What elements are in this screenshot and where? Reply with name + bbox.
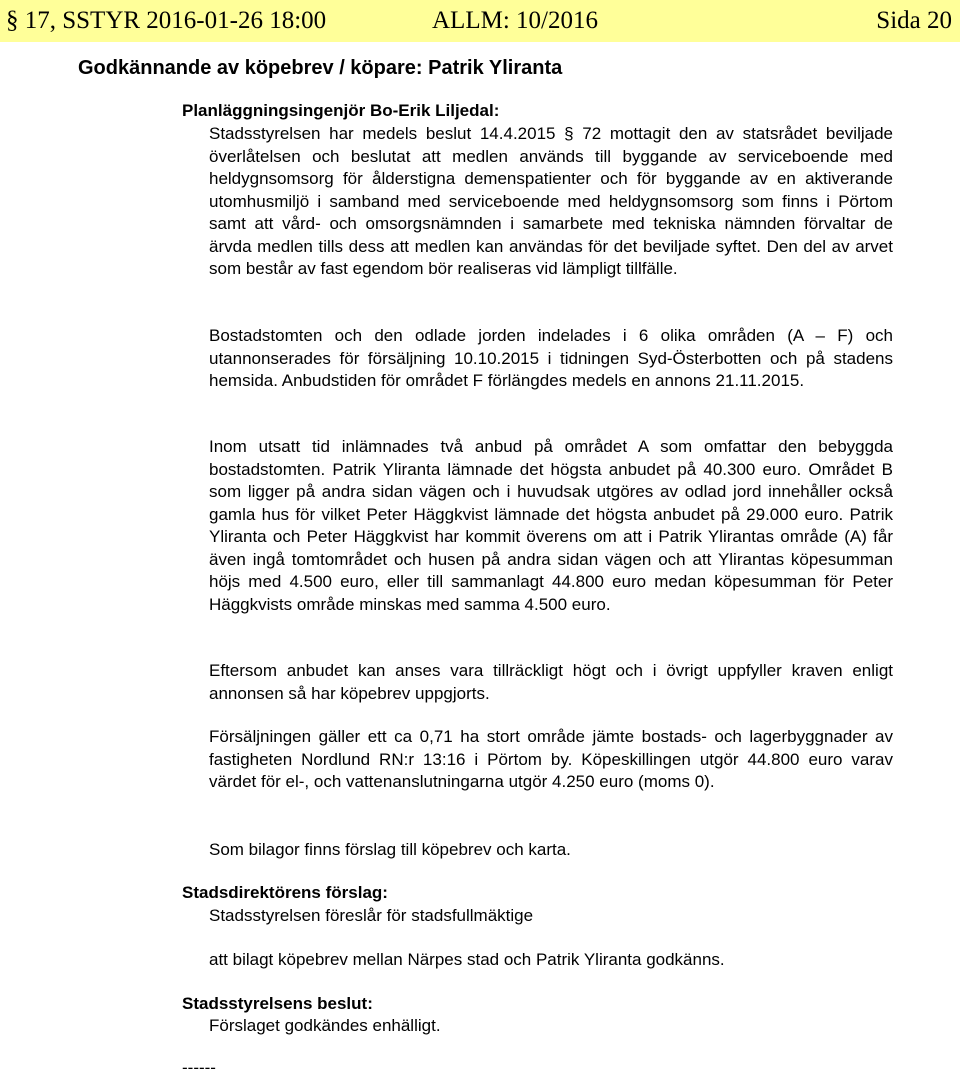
header-band: [0, 0, 960, 42]
proposal-line: Stadsstyrelsen föreslår för stadsfullmäktige: [209, 906, 534, 925]
paragraph-sale-details: Försäljningen gäller ett ca 0,71 ha stort område jämte bostads- och lagerbyggnader av fastigheten Nordlund RN:r 13:16 i Pörtom by. Köpeskillingen utgör 44.800 euro varav värdet för el-, och vattenanslutningarna utgör 4.250 euro (moms 0).: [209, 727, 893, 791]
paragraph-plot-division: Bostadstomten och den odlade jorden indelades i 6 olika områden (A – F) och utannonserades för försäljning 10.10.2015 i tidningen Syd-Österbotten och på stadens hemsida. Anbudstiden för området F förlängdes medels en annons 21.11.2015.: [209, 326, 893, 390]
decision-heading: Stadsstyrelsens beslut:: [182, 994, 373, 1013]
page-number: Sida 20: [876, 7, 952, 34]
decision-text: Förslaget godkändes enhälligt.: [209, 1016, 441, 1035]
paragraph-inheritance-decision: Stadsstyrelsen har medels beslut 14.4.2015 § 72 mottagit den av statsrådet beviljade överlåtelsen och beslutat att medlen används till byggande av serviceboende med heldygnsomsorg för ålderstigna demenspatienter och för byggande av en aktiverande utomhusmiljö i samband med serviceboende med heldygnsomsorg som finns i Pörtom samt att vård- och omsorgsnämnden i samarbete med tekniska nämnden förvaltar de ärvda medlen tills dess att medlen kan användas för det beviljade syftet. Den del av arvet som består av fast egendom bör realiseras vid lämpligt tillfälle.: [209, 124, 893, 278]
register-number: ALLM: 10/2016: [432, 7, 598, 34]
page-title: Godkännande av köpebrev / köpare: Patrik Yliranta: [78, 57, 563, 79]
paragraph-bid-acceptance: Eftersom anbudet kan anses vara tillräckligt högt och i övrigt uppfyller kraven enligt annonsen så har köpebrev uppgjorts.: [209, 661, 893, 703]
section-end-marker: ------: [182, 1058, 216, 1077]
meeting-reference: § 17, SSTYR 2016-01-26 18:00: [6, 7, 327, 34]
attachments-note: Som bilagor finns förslag till köpebrev och karta.: [209, 840, 571, 859]
planner-heading: Planläggningsingenjör Bo-Erik Liljedal:: [182, 101, 500, 120]
proposal-heading: Stadsdirektörens förslag:: [182, 883, 388, 902]
paragraph-bids: Inom utsatt tid inlämnades två anbud på området A som omfattar den bebyggda bostadstomten. Patrik Yliranta lämnade det högsta anbudet på 40.300 euro. Området B som ligger på andra sidan vägen och i huvudsak utgöres av odlad jord innehåller också gamla hus för vilket Peter Häggkvist lämnade det högsta anbudet på 29.000 euro. Patrik Yliranta och Peter Häggkvist har kommit överens om att i Patrik Ylirantas område (A) får även ingå tomtområdet och husen på andra sidan vägen och att Ylirantas köpesumman höjs med 4.500 euro, eller till sammanlagt 44.800 euro medan köpesumman för Peter Häggkvists område minskas med samma 4.500 euro.: [209, 437, 893, 614]
proposal-resolution: att bilagt köpebrev mellan Närpes stad och Patrik Yliranta godkänns.: [209, 950, 725, 969]
